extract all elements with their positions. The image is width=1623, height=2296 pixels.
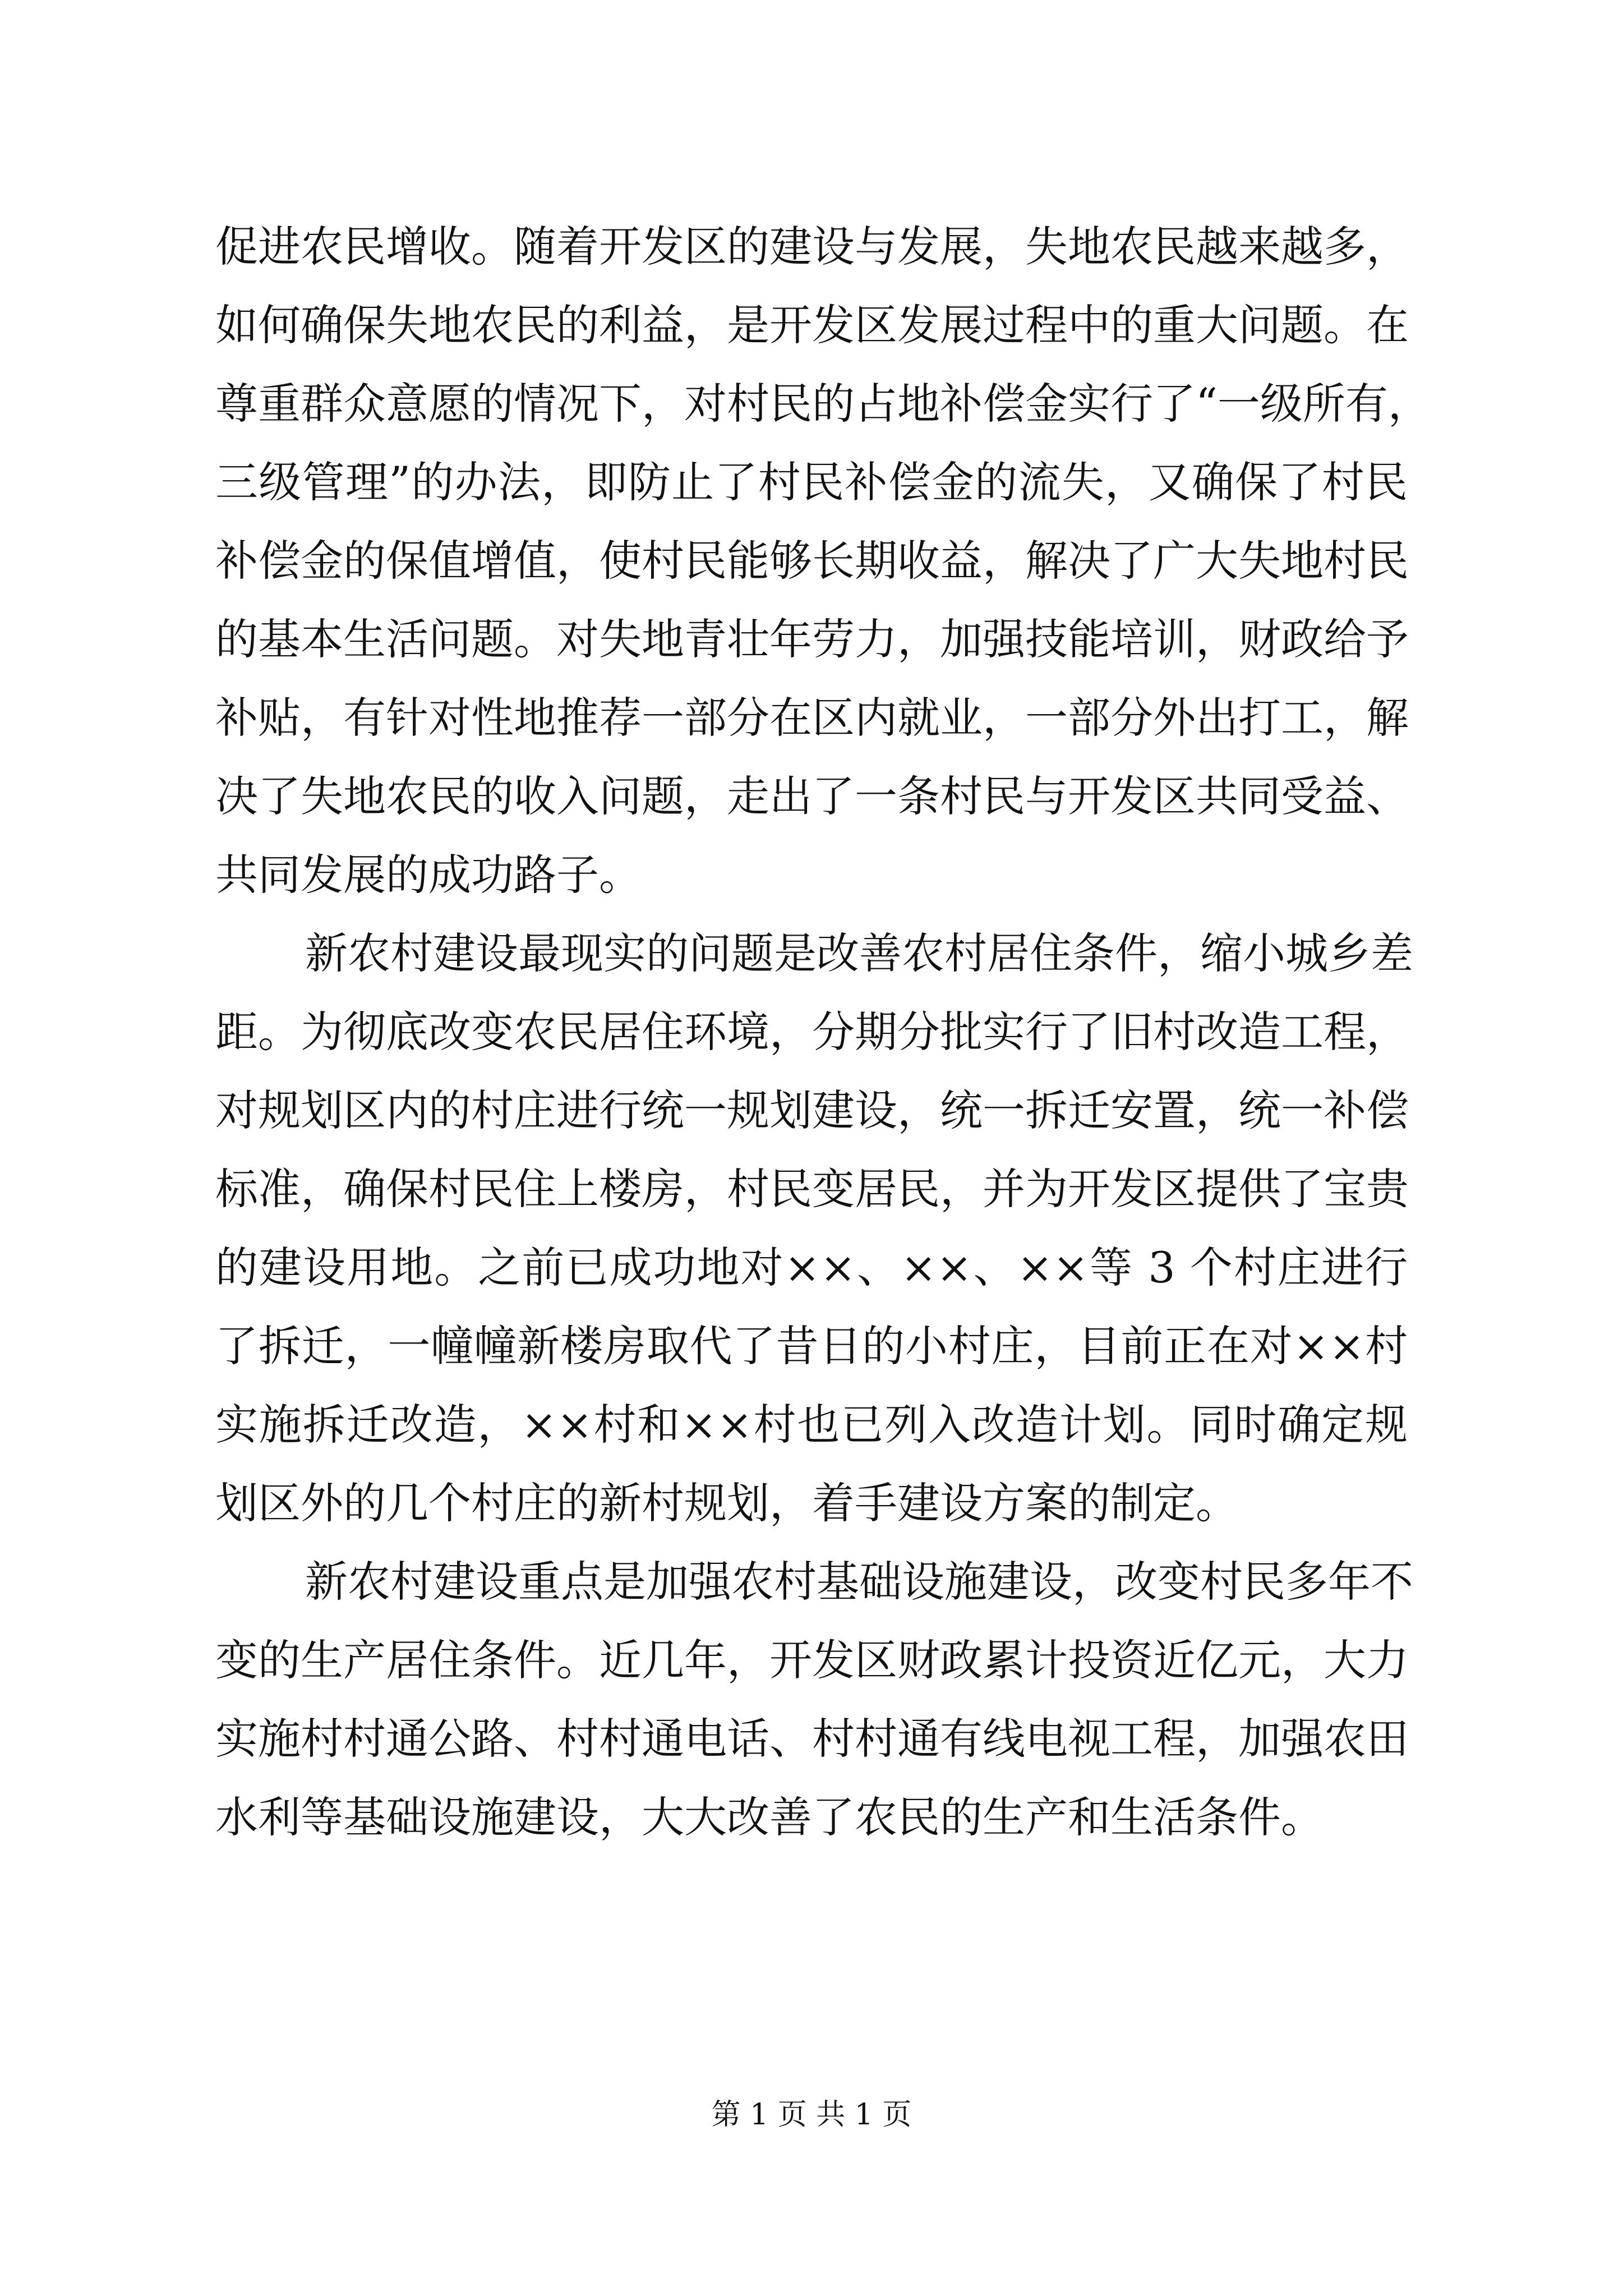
paragraph-3-line-4: 水利等基础设施建设，大大改善了农民的生产和生活条件。	[215, 1792, 1324, 1842]
paragraph-2	[215, 914, 1413, 1543]
paragraph-3-line-2: 变的生产居住条件。近几年，开发区财政累计投资近亿元，大力	[215, 1635, 1409, 1685]
paragraph-2-line-3: 对规划区内的村庄进行统一规划建设，统一拆迁安置，统一补偿	[215, 1085, 1409, 1135]
paragraph-2-line-4: 标准，确保村民住上楼房，村民变居民，并为开发区提供了宝贵	[215, 1164, 1409, 1214]
paragraph-1-line-6: 的基本生活问题。对失地青壮年劳力，加强技能培训，财政给予	[215, 614, 1409, 664]
paragraph-1-line-9: 共同发展的成功路子。	[215, 850, 642, 900]
page-number-label: 第 1 页 共 1 页	[711, 2098, 912, 2132]
paragraph-3-line-3: 实施村村通公路、村村通电话、村村通有线电视工程，加强农田	[215, 1714, 1409, 1764]
paragraph-2-line-7: 实施拆迁改造，××村和××村也已列入改造计划。同时确定规	[215, 1400, 1408, 1450]
paragraph-1-line-5: 补偿金的保值增值，使村民能够长期收益，解决了广大失地村民	[215, 536, 1409, 586]
paragraph-2-line-1: 新农村建设最现实的问题是改善农村居住条件，缩小城乡差	[305, 928, 1413, 978]
paragraph-1-line-7: 补贴，有针对性地推荐一部分在区内就业，一部分外出打工，解	[215, 693, 1409, 743]
page-footer	[0, 2095, 1623, 2134]
paragraph-2-line-5: 的建设用地。之前已成功地对××、××、××等 3 个村庄进行	[215, 1243, 1408, 1292]
paragraph-3-line-1: 新农村建设重点是加强农村基础设施建设，改变村民多年不	[305, 1557, 1413, 1607]
paragraph-3	[215, 1543, 1413, 1857]
paragraph-2-line-6: 了拆迁，一幢幢新楼房取代了昔日的小村庄，目前正在对××村	[215, 1321, 1408, 1371]
paragraph-1-line-4: 三级管理”的办法，即防止了村民补偿金的流失，又确保了村民	[215, 457, 1408, 507]
paragraph-1	[215, 208, 1431, 914]
paragraph-1-line-2: 如何确保失地农民的利益，是开发区发展过程中的重大问题。在	[215, 300, 1409, 350]
document-body	[215, 208, 1431, 1857]
paragraph-1-line-1: 促进农民增收。随着开发区的建设与发展，失地农民越来越多，	[215, 222, 1409, 272]
paragraph-1-line-3: 尊重群众意愿的情况下，对村民的占地补偿金实行了“一级所有，	[215, 379, 1431, 429]
paragraph-2-line-8: 划区外的几个村庄的新村规划，着手建设方案的制定。	[215, 1478, 1238, 1528]
paragraph-2-line-2: 距。为彻底改变农民居住环境，分期分批实行了旧村改造工程，	[215, 1007, 1409, 1057]
paragraph-1-line-8: 决了失地农民的收入问题，走出了一条村民与开发区共同受益、	[215, 771, 1409, 821]
